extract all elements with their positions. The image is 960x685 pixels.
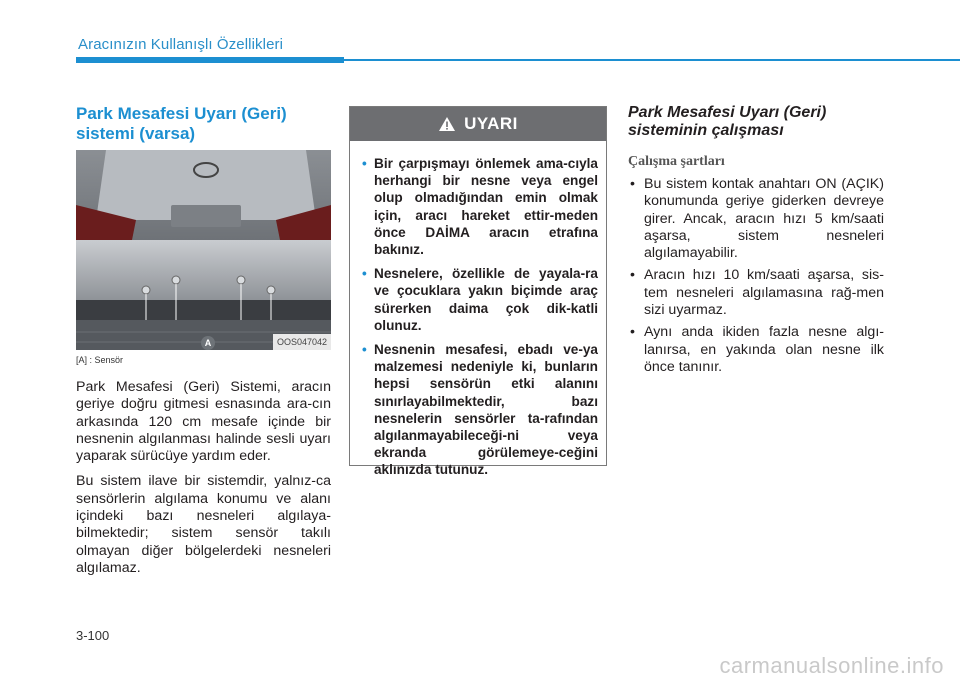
condition-item: • Bu sistem kontak anahtarı ON (AÇIK) konumunda geriye giderken devreye girer. Ancak, aracın hızı 5 km/saati aşarsa, sistem nesneleri algılamayabilir. (630, 176, 884, 262)
warning-triangle-icon (438, 116, 456, 132)
warning-item: • Nesnenin mesafesi, ebadı ve-ya malzemesi nedeniyle ki, bunların hepsi sensörün etki alanını sınırlayabilmektedir, bazı nesnelerin sensörler ta-rafından algılanmayabileceği-ni veya ekranda görülemeye-ceğini aklınızda tutunuz. (362, 342, 598, 478)
rear-bumper-photo (76, 150, 331, 350)
condition-item: • Aracın hızı 10 km/saati aşarsa, sis-tem nesneleri algılamasına rağ-men sizi uyarmaz. (630, 267, 884, 319)
paragraph: Bu sistem ilave bir sistemdir, yalnız-ca sensörlerin algılama konumu ve alanı içindeki bazı nesneleri algılaya-bilmektedir; sistem sensör takılı olmayan diğer bölgelerdeki nesneleri algılamaz. (76, 473, 331, 576)
conditions-list (628, 176, 884, 376)
warning-title: UYARI (464, 114, 518, 133)
warning-header (350, 107, 606, 141)
right-column (628, 104, 884, 381)
image-code: OOS047042 (273, 334, 331, 350)
subsection-title-line2: sisteminin çalışması (628, 122, 784, 139)
sensor-marker-label: A (201, 336, 215, 350)
header-rule (344, 59, 960, 61)
warning-box (349, 106, 607, 478)
paragraph: Park Mesafesi (Geri) Sistemi, aracın geriye doğru gitmesi esnasında ara-cın arkasında 120 cm mesafe içinde bir nesnenin algılanması halinde sesli uyarı yaparak sürücüye yardım eder. (76, 379, 331, 465)
subsection-title-line1: Park Mesafesi Uyarı (Geri) (628, 104, 827, 121)
subsection-title (628, 104, 884, 140)
rear-bumper-illustration (76, 150, 331, 350)
section-title-line1: Park Mesafesi Uyarı (Geri) (76, 104, 287, 123)
left-body (76, 379, 331, 585)
section-title (76, 104, 331, 144)
condition-item: • Aynı anda ikiden fazla nesne algı-lanırsa, en yakında olan nesne ilk önce tanınır. (630, 324, 884, 375)
header-rule-accent (76, 57, 344, 63)
warning-item: • Nesnelere, özellikle de yayala-ra ve çocuklara yakın biçimde araç sürerken daima çok dik-katli olunuz. (362, 266, 598, 333)
conditions-title: Çalışma şartları (628, 154, 725, 169)
warning-item: • Bir çarpışmayı önlemek ama-cıyla herhangi bir nesne veya engel olup olmadığından emin olmak için, aracı hareket ettir-meden önce DAİMA aracın etrafına bakınız. (362, 156, 598, 258)
page-number: 3-100 (76, 628, 110, 643)
warning-list (350, 141, 606, 479)
left-heading (76, 104, 331, 144)
image-caption: [A] : Sensör (76, 355, 124, 365)
section-title-line2: sistemi (varsa) (76, 124, 196, 143)
chapter-title: Aracınızın Kullanışlı Özellikleri (78, 36, 284, 53)
watermark: carmanualsonline.info (719, 653, 944, 678)
